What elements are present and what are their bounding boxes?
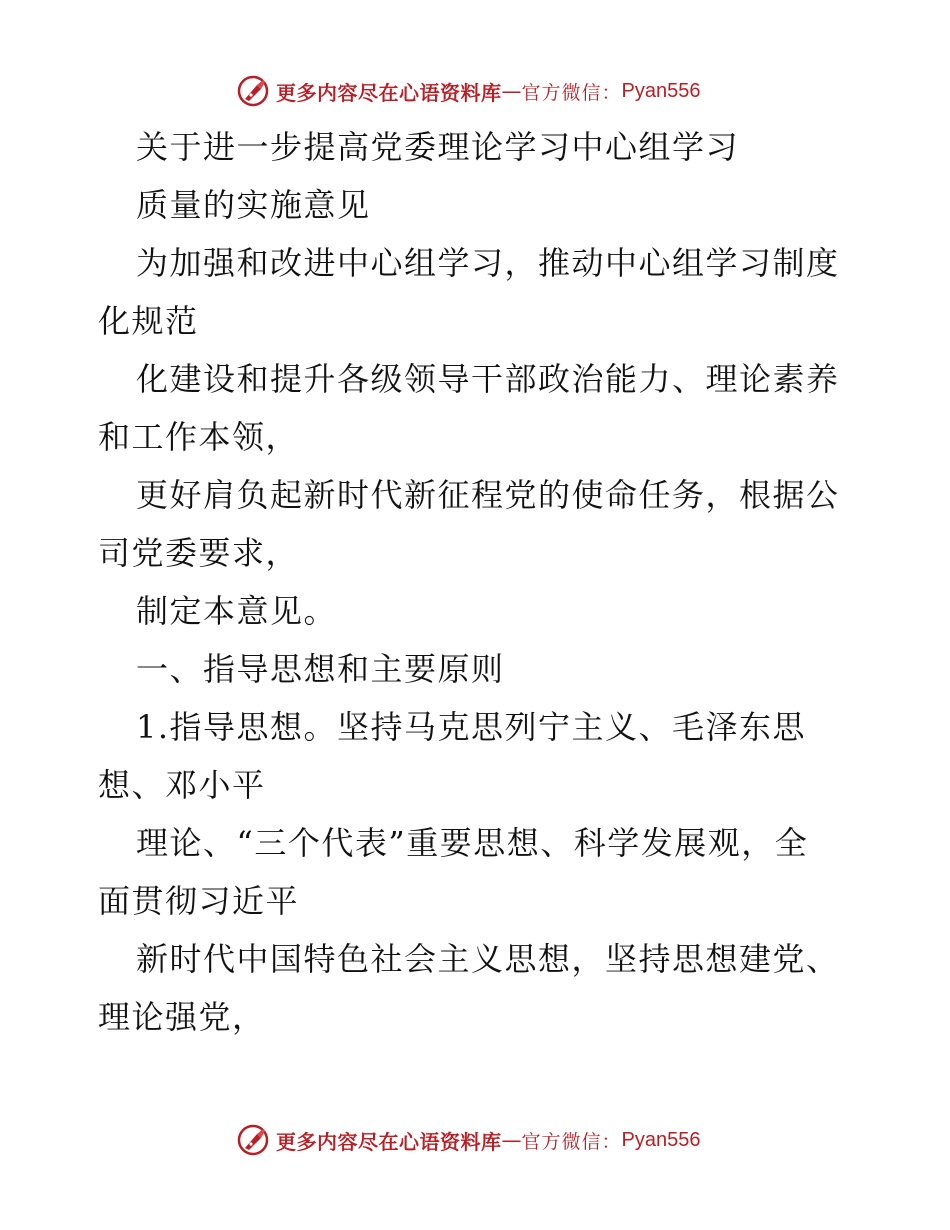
doc-line: 更好肩负起新时代新征程党的使命任务，根据公 — [136, 476, 840, 514]
doc-line: 面贯彻习近平 — [98, 882, 300, 920]
pen-nib-logo-icon — [236, 1123, 270, 1157]
doc-line: 想、邓小平 — [98, 766, 266, 804]
doc-line: 新时代中国特色社会主义思想，坚持思想建党、 — [136, 940, 840, 978]
banner-wechat-id: Pyan556 — [621, 79, 701, 102]
doc-line: 司党委要求， — [98, 534, 300, 572]
banner-wechat-label: 官方微信： — [521, 1130, 622, 1153]
banner-wechat-label: 官方微信： — [521, 81, 622, 104]
footer-banner — [236, 1123, 700, 1157]
banner-wechat-id: Pyan556 — [621, 1128, 701, 1151]
section-heading: 一、指导思想和主要原则 — [136, 650, 505, 688]
doc-title-line-2: 质量的实施意见 — [136, 186, 371, 224]
banner-title: 更多内容尽在心语资料库 — [276, 80, 502, 105]
doc-line: 为加强和改进中心组学习，推动中心组学习制度 — [136, 244, 840, 282]
doc-line: 理论、“三个代表”重要思想、科学发展观，全 — [136, 824, 809, 862]
doc-line: 1.指导思想。坚持马克思列宁主义、毛泽东思 — [136, 708, 807, 746]
doc-line: 化建设和提升各级领导干部政治能力、理论素养 — [136, 360, 840, 398]
header-banner — [236, 74, 700, 108]
doc-line: 理论强党， — [98, 998, 266, 1036]
banner-title: 更多内容尽在心语资料库 — [276, 1129, 502, 1154]
doc-line: 制定本意见。 — [136, 592, 338, 630]
banner-dash: — — [501, 79, 522, 103]
doc-line: 化规范 — [98, 302, 199, 340]
doc-line: 和工作本领， — [98, 418, 300, 456]
doc-title-line-1: 关于进一步提高党委理论学习中心组学习 — [136, 128, 740, 166]
banner-dash: — — [501, 1128, 522, 1152]
pen-nib-logo-icon — [236, 74, 270, 108]
